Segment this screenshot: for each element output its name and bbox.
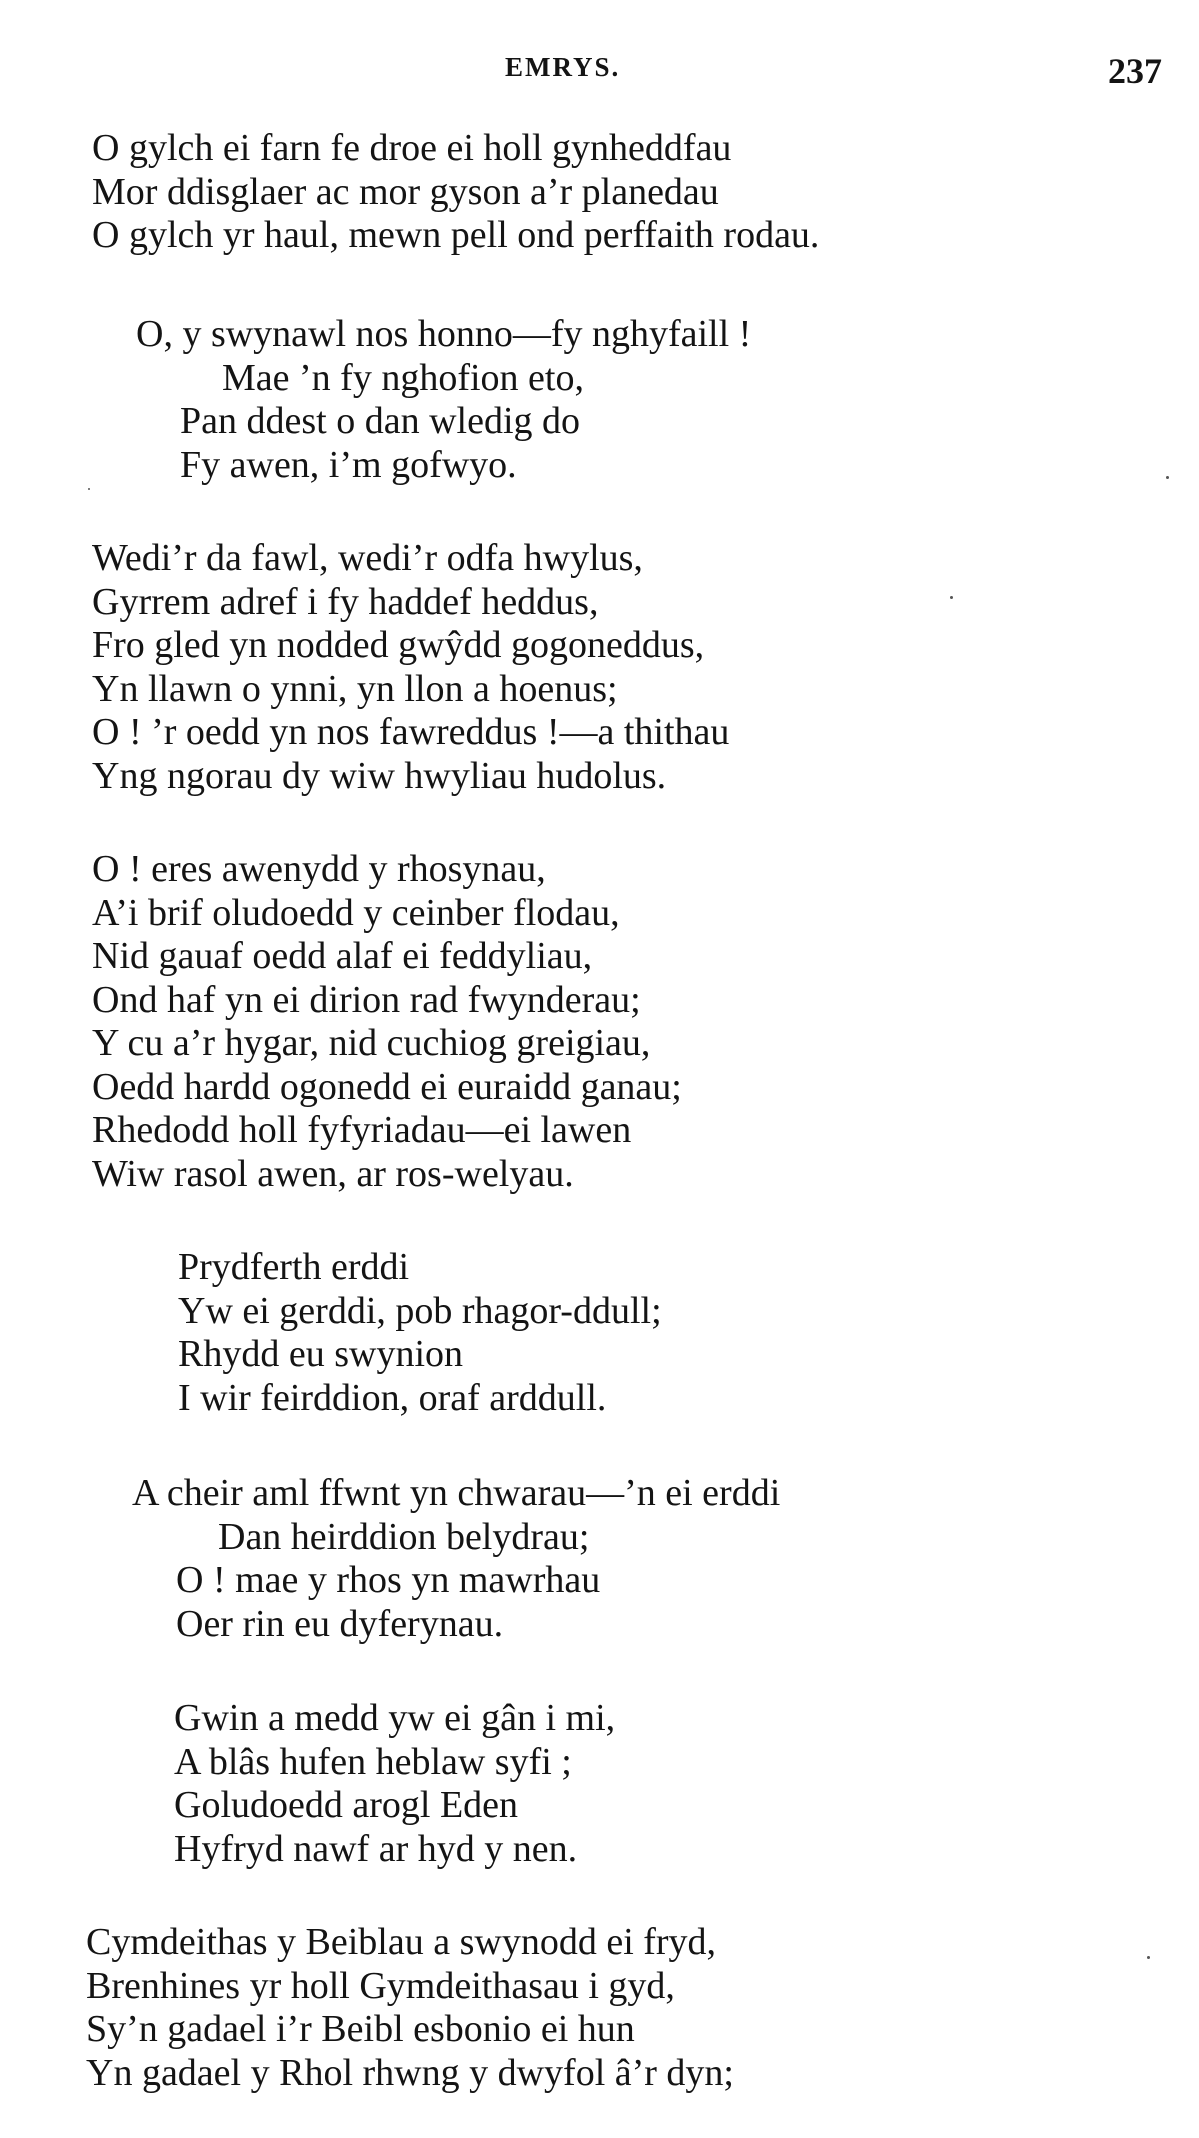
poem-line: Yn gadael y Rhol rhwng y dwyfol â’r dyn; [86,2051,734,2094]
poem-line: Oedd hardd ogonedd ei euraidd ganau; [92,1065,682,1108]
poem-line: Fy awen, i’m gofwyo. [180,443,517,486]
page-number: 237 [1108,51,1162,91]
stanza-4 [92,848,682,1196]
poem-line: O ! eres awenydd y rhosynau, [92,848,546,890]
scan-speck [1147,1956,1150,1959]
poem-line: Yng ngorau dy wiw hwyliau hudolus. [92,754,667,797]
poem-line: Brenhines yr holl Gymdeithasau i gyd, [86,1964,675,2007]
poem-line: Mae ’n fy nghofion eto, [222,356,584,399]
poem-line: Mor ddisglaer ac mor gyson a’r planedau [92,170,719,213]
stanza-5 [178,1246,662,1420]
poem-line: Hyfryd nawf ar hyd y nen. [174,1827,578,1870]
scan-speck [88,488,90,490]
poem-line: A blâs hufen heblaw syfi ; [174,1740,572,1783]
poem-line: Wiw rasol awen, ar ros-welyau. [92,1152,574,1195]
stanza-3 [92,537,729,798]
poem-line: Yw ei gerddi, pob rhagor-ddull; [178,1289,662,1332]
poem-line: Rhedodd holl fyfyriadau—ei lawen [92,1109,632,1151]
poem-line: O, y swynawl nos honno—fy nghyfaill ! [136,313,752,355]
running-head: EMRYS. [505,52,621,82]
poem-line: Y cu a’r hygar, nid cuchiog greigiau, [92,1022,651,1064]
poem-line: I wir feirddion, oraf arddull. [178,1376,607,1419]
poem-line: A cheir aml ffwnt yn chwarau—’n ei erddi [132,1472,781,1514]
poem-line: Gyrrem adref i fy haddef heddus, [92,580,599,623]
poem-line: Yn llawn o ynni, yn llon a hoenus; [92,667,618,710]
stanza-1 [92,127,819,258]
stanza-2 [136,313,751,487]
poem-line: O ! ’r oedd yn nos fawreddus !—a thithau [92,711,730,753]
poem-line: Nid gauaf oedd alaf ei feddyliau, [92,935,593,977]
poem-line: Cymdeithas y Beiblau a swynodd ei fryd, [86,1921,717,1963]
stanza-7 [174,1697,615,1871]
poem-line: Ond haf yn ei dirion rad fwynderau; [92,978,641,1021]
poem-line: Dan heirddion belydrau; [218,1515,590,1558]
stanza-6 [132,1472,780,1646]
poem-line: Gwin a medd yw ei gân i mi, [174,1697,616,1739]
poem-line: Prydferth erddi [178,1246,410,1288]
poem-line: Goludoedd arogl Eden [174,1784,519,1826]
poem-line: Fro gled yn nodded gwŷdd gogoneddus, [92,624,705,666]
poem-line: Rhydd eu swynion [178,1333,463,1375]
page-header [0,50,1199,100]
scan-speck [1166,476,1169,479]
poem-line: O gylch ei farn fe droe ei holl gynheddfau [92,127,732,169]
poem-line: O gylch yr haul, mewn pell ond perffaith rodau. [92,214,820,256]
scan-speck [950,596,953,599]
poem-line: A’i brif oludoedd y ceinber flodau, [92,891,620,934]
poem-line: Oer rin eu dyferynau. [176,1602,504,1645]
stanza-8 [86,1921,734,2095]
poem-line: O ! mae y rhos yn mawrhau [176,1559,601,1601]
poem-line: Pan ddest o dan wledig do [180,400,581,442]
poem-line: Wedi’r da fawl, wedi’r odfa hwylus, [92,537,643,579]
poem-line: Sy’n gadael i’r Beibl esbonio ei hun [86,2008,635,2050]
